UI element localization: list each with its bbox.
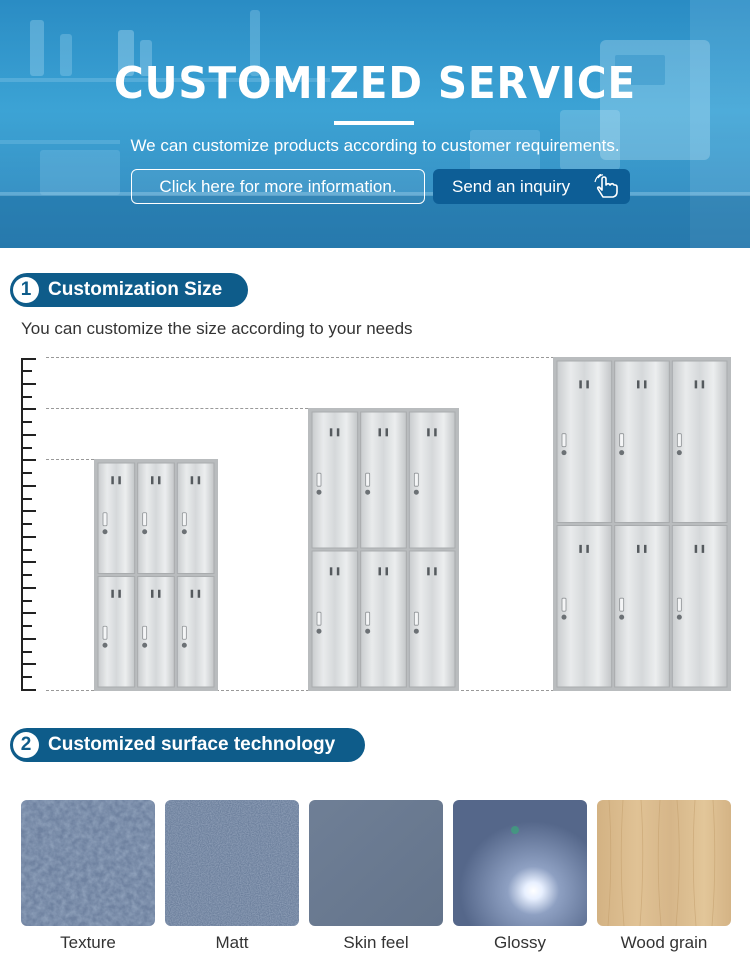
vent-slot [386,428,389,436]
wood-grain-label: Wood grain [620,933,708,952]
banner-subtitle: We can customize products according to customer requirements. [130,136,620,155]
vent-slot [695,380,698,388]
vent-slot [386,567,389,575]
glossy-swatch [453,800,587,926]
vent-slot [579,545,582,553]
door-handle [677,598,681,611]
lock-icon [317,490,322,495]
vent-slot [434,567,437,575]
large-locker-cabinet [553,357,731,691]
small-locker-cabinet [94,459,218,691]
vent-slot [427,428,430,436]
door-handle [317,473,321,486]
more-info-button[interactable]: Click here for more information. [131,169,425,204]
lock-icon [562,615,567,620]
door-handle [677,434,681,447]
glossy-label: Glossy [494,933,546,952]
vent-slot [695,545,698,553]
vent-slot [644,545,647,553]
vent-slot [379,567,382,575]
vent-slot [330,428,333,436]
vent-slot [151,476,154,484]
vent-slot [191,476,194,484]
vent-slot [644,380,647,388]
height-guide-line-medium [46,408,308,409]
door-handle [620,598,624,611]
vent-slot [151,590,154,598]
lock-icon [142,643,147,648]
lock-icon [414,629,419,634]
vent-slot [198,590,201,598]
lock-icon [619,615,624,620]
height-ruler [20,358,40,692]
door-handle [143,626,147,639]
lock-icon [365,490,370,495]
door-handle [317,612,321,625]
height-guide-line-short [46,459,94,460]
vent-slot [637,380,640,388]
section-surface-technology-header [10,728,365,762]
vent-slot [330,567,333,575]
door-handle [562,598,566,611]
lock-icon [182,529,187,534]
size-description: You can customize the size according to your needs [21,319,413,338]
vent-slot [379,428,382,436]
door-handle [182,626,186,639]
texture-label: Texture [60,933,116,952]
banner-title: CUSTOMIZED SERVICE [113,58,637,109]
vent-slot [637,545,640,553]
lock-icon [677,450,682,455]
lock-icon [365,629,370,634]
door-handle [103,626,107,639]
send-inquiry-label: Send an inquiry [452,176,571,196]
vent-slot [158,476,161,484]
vent-slot [579,380,582,388]
hero-banner [0,0,750,248]
skin-feel-label: Skin feel [343,933,409,952]
lock-icon [317,629,322,634]
vent-slot [702,545,705,553]
section-number-badge: 1 [13,277,39,303]
lock-icon [677,615,682,620]
vent-slot [118,590,121,598]
vent-slot [337,567,340,575]
lock-icon [142,529,147,534]
skin-feel-swatch [309,800,443,926]
door-handle [366,612,370,625]
title-divider [334,121,414,125]
vent-slot [118,476,121,484]
section-customization-size-header [10,273,248,307]
door-handle [366,473,370,486]
door-handle [562,434,566,447]
vent-slot [702,380,705,388]
lock-icon [414,490,419,495]
section-number-badge: 2 [13,732,39,758]
door-handle [414,473,418,486]
vent-slot [158,590,161,598]
vent-slot [434,428,437,436]
vent-slot [586,545,589,553]
lock-icon [103,643,108,648]
texture-swatch [21,800,155,926]
medium-locker-cabinet [308,408,459,691]
matt-swatch [165,800,299,926]
lock-icon [562,450,567,455]
lock-icon [103,529,108,534]
section-title: Customization Size [48,279,223,300]
vent-slot [191,590,194,598]
vent-slot [111,590,114,598]
height-guide-line-tall [46,357,554,358]
lock-icon [619,450,624,455]
send-inquiry-button[interactable] [433,169,630,204]
door-handle [182,513,186,526]
door-handle [414,612,418,625]
section-title: Customized surface technology [48,734,336,755]
vent-slot [111,476,114,484]
hand-pointer-icon [592,174,622,200]
vent-slot [427,567,430,575]
vent-slot [586,380,589,388]
lock-icon [182,643,187,648]
vent-slot [198,476,201,484]
door-handle [103,513,107,526]
wood-grain-swatch [597,800,731,926]
vent-slot [337,428,340,436]
matt-label: Matt [215,933,249,952]
door-handle [143,513,147,526]
door-handle [620,434,624,447]
